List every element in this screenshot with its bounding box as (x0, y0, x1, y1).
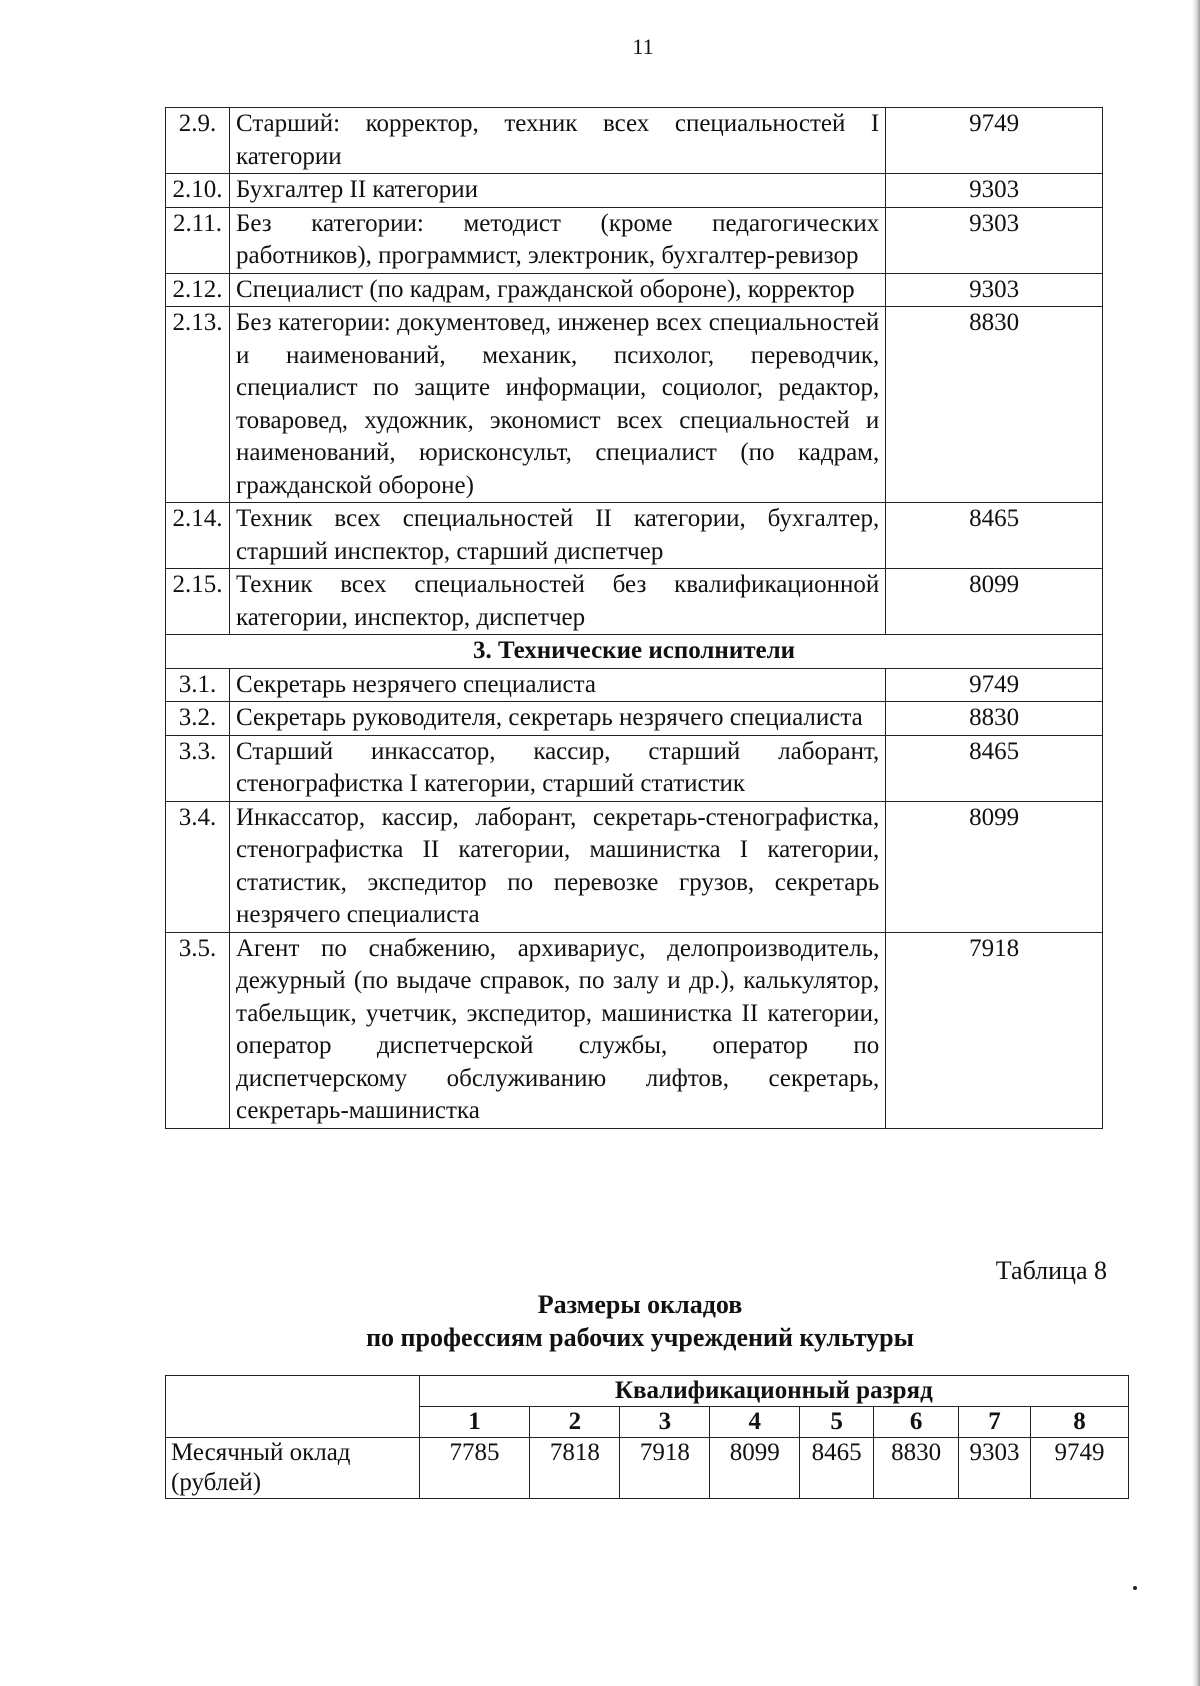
rank-number: 5 (800, 1407, 874, 1438)
empty-corner-cell (166, 1376, 420, 1438)
row-number: 2.15. (166, 569, 230, 635)
position-name: Старший: корректор, техник всех специальностей I категории (229, 108, 885, 174)
salary-cell: 7785 (419, 1438, 530, 1499)
row-number: 3.1. (166, 668, 230, 702)
position-name: Без категории: методист (кроме педагогических работников), программист, электроник, бухгалтер-ревизор (229, 207, 885, 273)
row-number: 3.5. (166, 932, 230, 1128)
table-row (166, 273, 1103, 307)
table-row (166, 569, 1103, 635)
rank-number: 8 (1031, 1407, 1129, 1438)
rank-number: 6 (874, 1407, 959, 1438)
salary-cell: 7818 (530, 1438, 620, 1499)
salary-value: 9749 (886, 108, 1103, 174)
row-number: 2.14. (166, 503, 230, 569)
salary-cell: 8099 (710, 1438, 800, 1499)
row-number: 2.13. (166, 307, 230, 503)
table-row (166, 207, 1103, 273)
table-title-line2: по профессиям рабочих учреждений культуры (366, 1323, 914, 1352)
table-title-line1: Размеры окладов (537, 1290, 743, 1319)
rank-number: 7 (959, 1407, 1031, 1438)
salary-value: 9303 (886, 273, 1103, 307)
table-label: Таблица 8 (995, 1256, 1107, 1285)
row-number: 2.12. (166, 273, 230, 307)
position-name: Секретарь руководителя, секретарь незрячего специалиста (229, 702, 885, 736)
scan-speck (1133, 1586, 1137, 1590)
section-title: 3. Технические исполнители (166, 635, 1103, 669)
table-row (166, 735, 1103, 801)
page-number: 11 (632, 34, 654, 59)
salary-value: 8099 (886, 569, 1103, 635)
salary-cell: 8830 (874, 1438, 959, 1499)
table-row (166, 108, 1103, 174)
rank-number: 2 (530, 1407, 620, 1438)
salary-value: 7918 (886, 932, 1103, 1128)
salary-value: 8465 (886, 503, 1103, 569)
position-name: Старший инкассатор, кассир, старший лаборант, стенографистка I категории, старший статистик (229, 735, 885, 801)
table-row (166, 503, 1103, 569)
salary-cell: 7918 (620, 1438, 710, 1499)
salary-value: 9749 (886, 668, 1103, 702)
salary-value: 9303 (886, 207, 1103, 273)
row-number: 3.2. (166, 702, 230, 736)
table-row (166, 932, 1103, 1128)
salary-cell: 9303 (959, 1438, 1031, 1499)
position-name: Бухгалтер II категории (229, 174, 885, 208)
table-header-row (166, 1376, 1129, 1407)
position-name: Агент по снабжению, архивариус, делопроизводитель, дежурный (по выдаче справок, по залу и др.), калькулятор, табельщик, учетчик, экспедитор, машинистка II категории, оператор диспетчерской службы, оператор по диспетчерскому обслуживанию лифтов, секретарь, секретарь-машинистка (229, 932, 885, 1128)
salary-value: 8830 (886, 307, 1103, 503)
salary-value: 8099 (886, 801, 1103, 932)
table-row (166, 174, 1103, 208)
row-number: 2.9. (166, 108, 230, 174)
row-number: 2.11. (166, 207, 230, 273)
scan-edge (1192, 0, 1200, 1686)
row-label: Месячный оклад (рублей) (166, 1438, 420, 1499)
rank-number: 1 (419, 1407, 530, 1438)
table-title (0, 1288, 1200, 1354)
salary-value: 8830 (886, 702, 1103, 736)
position-name: Специалист (по кадрам, гражданской обороне), корректор (229, 273, 885, 307)
position-name: Инкассатор, кассир, лаборант, секретарь-стенографистка, стенографистка II категории, машинистка I категории, статистик, экспедитор по перевозке грузов, секретарь незрячего специалиста (229, 801, 885, 932)
salary-cell: 8465 (800, 1438, 874, 1499)
salary-value: 9303 (886, 174, 1103, 208)
worker-salary-table (165, 1375, 1129, 1499)
salary-row (166, 1438, 1129, 1499)
qualification-rank-header: Квалификационный разряд (419, 1376, 1128, 1407)
rank-number: 3 (620, 1407, 710, 1438)
row-number: 3.4. (166, 801, 230, 932)
table-row (166, 668, 1103, 702)
staff-salary-table (165, 107, 1103, 1129)
table-row (166, 801, 1103, 932)
salary-cell: 9749 (1031, 1438, 1129, 1499)
salary-value: 8465 (886, 735, 1103, 801)
position-name: Без категории: документовед, инженер всех специальностей и наименований, механик, психолог, переводчик, специалист по защите информации, социолог, редактор, товаровед, художник, экономист всех специальностей и наименований, юрисконсульт, специалист (по кадрам, гражданской обороне) (229, 307, 885, 503)
table-row (166, 307, 1103, 503)
position-name: Техник всех специальностей II категории, бухгалтер, старший инспектор, старший диспетчер (229, 503, 885, 569)
row-number: 2.10. (166, 174, 230, 208)
position-name: Техник всех специальностей без квалификационной категории, инспектор, диспетчер (229, 569, 885, 635)
row-number: 3.3. (166, 735, 230, 801)
table-row (166, 702, 1103, 736)
section-row (166, 635, 1103, 669)
rank-number: 4 (710, 1407, 800, 1438)
position-name: Секретарь незрячего специалиста (229, 668, 885, 702)
